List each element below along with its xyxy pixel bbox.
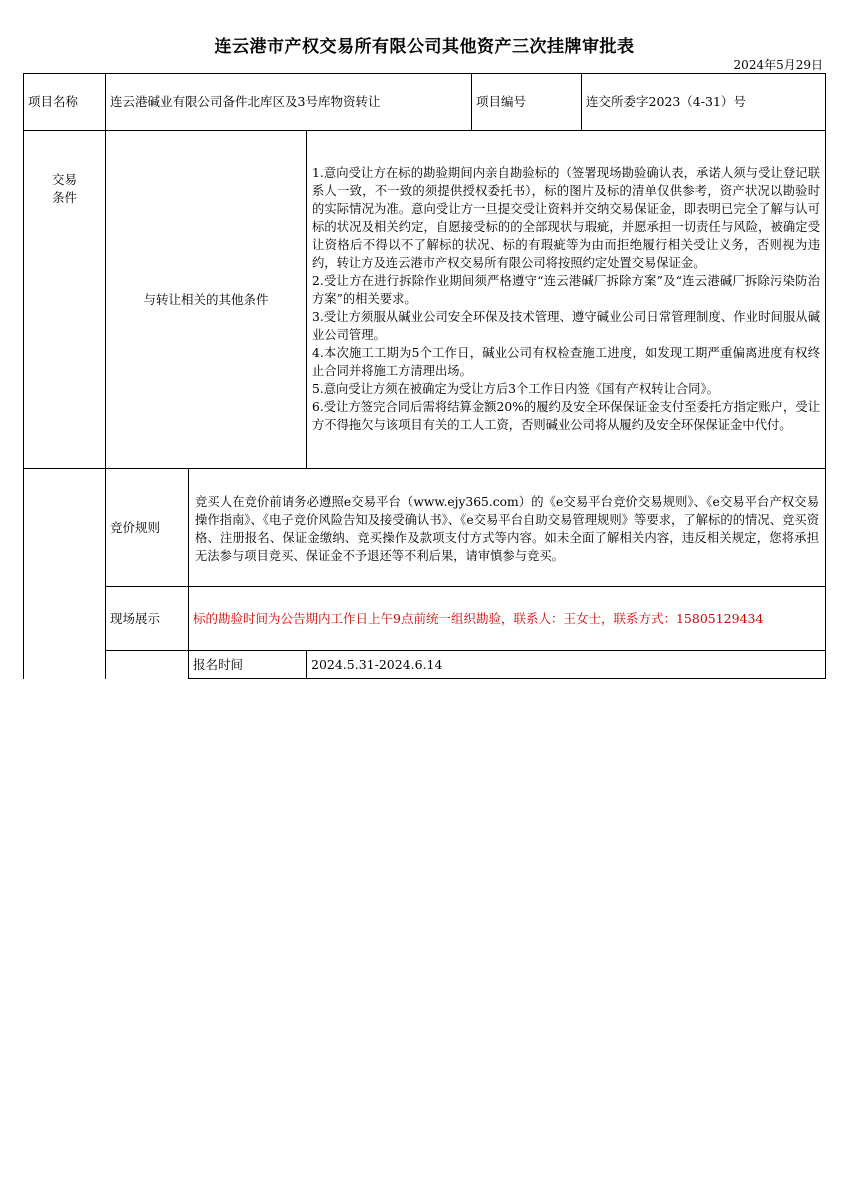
registration-blank bbox=[106, 651, 189, 679]
bidding-section-blank bbox=[24, 469, 106, 679]
document-date: 2024年5月29日 bbox=[733, 58, 823, 72]
site-display-text: 标的勘验时间为公告期内工作日上午9点前统一组织勘验，联系人：王女士，联系方式：15805129434 bbox=[189, 587, 826, 651]
site-row bbox=[24, 587, 826, 651]
trade-conditions-label: 交易 条件 bbox=[24, 131, 106, 469]
registration-time-value: 2024.5.31-2024.6.14 bbox=[307, 651, 826, 679]
bidding-rules-label: 竞价规则 bbox=[106, 469, 189, 587]
condition-item-3: 3.受让方须服从碱业公司安全环保及技术管理、遵守碱业公司日常管理制度、作业时间服从碱业公司管理。 bbox=[312, 309, 820, 342]
project-code-label: 项目编号 bbox=[472, 74, 582, 131]
registration-row bbox=[24, 651, 826, 679]
condition-item-2: 2.受让方在进行拆除作业期间须严格遵守“连云港碱厂拆除方案”及“连云港碱厂拆除污染防治方案”的相关要求。 bbox=[312, 273, 820, 306]
project-name-value: 连云港碱业有限公司备件北库区及3号库物资转让 bbox=[106, 74, 472, 131]
rules-row bbox=[24, 469, 826, 587]
condition-item-1: 1.意向受让方在标的勘验期间内亲自勘验标的（签署现场勘验确认表，承诺人须与受让登记联系人一致，不一致的须提供授权委托书），标的图片及标的清单仅供参考，资产状况以勘验时的实际情况为准。意向受让方一旦提交受让资料并交纳交易保证金，即表明已完全了解与认可标的状况及相关约定，自愿接受标的的全部现状与瑕疵，并愿承担一切责任与风险，被确定受让资格后不得以不了解标的状况、标的有瑕疵等为由而拒绝履行相关受让义务，否则视为违约，转让方及连云港市产权交易所有限公司将按照约定处置交易保证金。 bbox=[312, 165, 820, 270]
other-conditions-label: 与转让相关的其他条件 bbox=[106, 131, 307, 469]
conditions-row bbox=[24, 131, 826, 469]
project-name-label: 项目名称 bbox=[24, 74, 106, 131]
condition-item-4: 4.本次施工工期为5个工作日，碱业公司有权检查施工进度，如发现工期严重偏离进度有权终止合同并将施工方清理出场。 bbox=[312, 345, 820, 378]
document-title: 连云港市产权交易所有限公司其他资产三次挂牌审批表 bbox=[214, 37, 635, 57]
condition-item-5: 5.意向受让方须在被确定为受让方后3个工作日内签《国有产权转让合同》。 bbox=[312, 381, 719, 396]
approval-form-table bbox=[23, 73, 826, 679]
project-code-value: 连交所委字2023（4-31）号 bbox=[582, 74, 826, 131]
conditions-text bbox=[307, 131, 826, 469]
site-display-label: 现场展示 bbox=[106, 587, 189, 651]
registration-time-label: 报名时间 bbox=[189, 651, 307, 679]
bidding-rules-text: 竞买人在竞价前请务必遵照e交易平台（www.ejy365.com）的《e交易平台竞价交易规则》、《e交易平台产权交易操作指南》、《电子竞价风险告知及接受确认书》、《e交易平台自助交易管理规则》等要求，了解标的的情况、竞买资格、注册报名、保证金缴纳、竞买操作及款项支付方式等内容。如未全面了解相关内容，违反相关规定，您将承担无法参与项目竞买、保证金不予退还等不利后果，请审慎参与竞买。 bbox=[189, 469, 826, 587]
condition-item-6: 6.受让方签完合同后需将结算金额20%的履约及安全环保保证金支付至委托方指定账户，受让方不得拖欠与该项目有关的工人工资，否则碱业公司将从履约及安全环保保证金中代付。 bbox=[312, 399, 820, 432]
project-row bbox=[24, 74, 826, 131]
